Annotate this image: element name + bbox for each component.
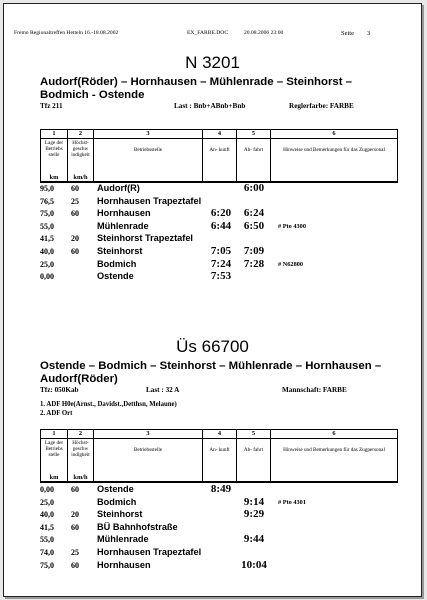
position-km: 74,0: [40, 548, 54, 557]
station-name: Hornhausen: [97, 559, 151, 570]
col-departure-header: Ab- fahrt: [237, 139, 271, 183]
position-km: 41,5: [40, 522, 54, 532]
departure-time: 6:00: [243, 182, 265, 194]
station-name: Hornhausen Trapeztafel: [97, 195, 202, 206]
speed-kmh: 60: [71, 522, 79, 532]
train2-crew: Mannschaft: FARBE: [282, 386, 347, 394]
col-speed-header: Höchst- geschw indigkeit km/h: [68, 139, 94, 183]
col-arrival-header: An- kunft: [203, 439, 237, 483]
table-row: [40, 232, 400, 245]
train1-route: Audorf(Röder) – Hornhausen – Mühlenrade – Steinhorst – Bodmich - Ostende: [40, 76, 353, 101]
col-number-4: 4: [203, 130, 237, 139]
speed-kmh: 60: [71, 184, 79, 193]
position-km: 55,0: [40, 535, 54, 545]
table-row: [40, 546, 400, 559]
arrival-time: 7:24: [210, 257, 232, 270]
station-name: Mühlenrade: [97, 534, 149, 545]
col-number-1: 1: [41, 130, 68, 139]
remark: # Pto 4300: [278, 222, 306, 230]
col-notes-header: Hinweise und Bemerkungen für das Zugpersonal: [271, 439, 398, 483]
table-row: [40, 559, 400, 572]
train1-tfz: Tfz 211: [40, 102, 63, 110]
table-row: [40, 508, 400, 521]
departure-time: 10:04: [241, 558, 267, 571]
position-km: 76,5: [40, 196, 54, 206]
col-speed-header: Höchst- geschw indigkeit km/h: [68, 439, 94, 483]
train1-regler: Reglerfarbe: FARBE: [289, 102, 354, 110]
speed-kmh: 60: [71, 247, 79, 256]
departure-time: 7:28: [243, 257, 265, 270]
station-name: Audorf(R): [97, 183, 140, 193]
train1-last: Last : Bnb+ABnb+Bnb: [174, 102, 246, 110]
table-row: [40, 195, 400, 208]
departure-time: 9:14: [243, 495, 265, 508]
train2-route: Ostende – Bodmich – Steinhorst – Mühlenrade – Hornhausen – Audorf(Röder): [40, 360, 382, 385]
departure-time: 9:29: [243, 508, 265, 521]
station-name: Bodmich: [97, 496, 137, 507]
position-km: 75,0: [40, 209, 54, 219]
train2-tfz: Tfz: 050Kab: [40, 386, 79, 394]
position-km: 25,0: [40, 259, 54, 269]
station-name: Steinhorst: [97, 246, 143, 256]
train2-table-header: [40, 429, 398, 483]
col-departure-header: Ab- fahrt: [237, 439, 271, 483]
header-event: Fremo Regionaltreffen Hetteln 16.-18.08.2002: [14, 30, 119, 36]
station-name: Hornhausen: [97, 208, 151, 219]
speed-kmh: 20: [71, 510, 79, 520]
table-row: [40, 258, 400, 271]
table-row: [40, 245, 400, 258]
departure-time: 6:24: [243, 207, 265, 220]
train2-last: Last : 32 A: [146, 386, 180, 394]
position-km: 40,0: [40, 247, 54, 256]
position-km: 95,0: [40, 184, 54, 193]
station-name: Ostende: [97, 484, 134, 494]
departure-time: 6:50: [243, 219, 265, 232]
table-row: [40, 496, 400, 509]
col-number-3: 3: [94, 130, 203, 139]
position-km: 0,00: [40, 272, 54, 282]
station-name: Ostende: [97, 271, 134, 282]
col-station-header: Betriebsstelle: [94, 139, 203, 183]
speed-kmh: 25: [71, 196, 79, 206]
departure-time: 7:09: [243, 245, 265, 257]
table-row: [40, 220, 400, 233]
col-arrival-header: An- kunft: [203, 139, 237, 183]
header-date: 20.08.2006 23:00: [244, 30, 284, 36]
remark: # N62800: [278, 260, 304, 268]
col-number-5: 5: [237, 130, 271, 139]
station-name: Mühlenrade: [97, 220, 149, 231]
table-row: [40, 533, 400, 546]
col-number-6: 6: [271, 130, 398, 139]
speed-kmh: 25: [71, 548, 79, 557]
station-name: BÜ Bahnhofstraße: [97, 521, 178, 532]
table-row: [40, 182, 400, 195]
col-number-3: 3: [94, 430, 203, 439]
header-file: EX_FARBE.DOC: [187, 30, 229, 36]
table-row: [40, 483, 400, 496]
col-number-1: 1: [41, 430, 68, 439]
col-station-header: Betriebsstelle: [94, 439, 203, 483]
col-number-6: 6: [271, 430, 398, 439]
speed-kmh: 60: [71, 209, 79, 219]
position-km: 0,00: [40, 485, 54, 494]
position-km: 25,0: [40, 497, 54, 507]
header-page-label: Seite: [341, 30, 354, 37]
table-row: [40, 521, 400, 534]
departure-time: 9:44: [243, 533, 265, 546]
col-number-2: 2: [68, 430, 94, 439]
table-row: [40, 270, 400, 283]
speed-kmh: 60: [71, 485, 79, 494]
position-km: 55,0: [40, 221, 54, 231]
col-number-5: 5: [237, 430, 271, 439]
station-name: Steinhorst Trapeztafel: [97, 233, 193, 244]
col-number-4: 4: [203, 430, 237, 439]
speed-kmh: 20: [71, 234, 79, 244]
col-position-header: Lage der Betriebs stelle km: [41, 439, 68, 483]
train1-number: N 3201: [185, 53, 240, 72]
col-number-2: 2: [68, 130, 94, 139]
arrival-time: 7:05: [210, 245, 232, 257]
remark: # Pto 4301: [278, 498, 306, 506]
table-row: [40, 207, 400, 220]
header-page-number: 3: [367, 30, 371, 37]
arrival-time: 8:49: [210, 483, 232, 495]
document-page: [3, 3, 422, 597]
arrival-time: 6:44: [210, 219, 232, 232]
train2-number: Üs 66700: [176, 337, 249, 356]
position-km: 75,0: [40, 560, 54, 570]
station-name: Steinhorst: [97, 509, 143, 520]
arrival-time: 6:20: [210, 207, 232, 220]
train2-note-2: 2. ADF Ort: [40, 410, 73, 417]
station-name: Bodmich: [97, 258, 137, 269]
position-km: 41,5: [40, 234, 54, 244]
train2-notes: [40, 400, 177, 418]
train1-table-header: [40, 129, 398, 183]
position-km: 40,0: [40, 510, 54, 520]
train2-note-1: 1. ADF H0e(Arnst., Davidst.,Detthsn, Melaune): [40, 401, 177, 408]
station-name: Hornhausen Trapeztafel: [97, 547, 202, 557]
col-notes-header: Hinweise und Bemerkungen für das Zugpersonal: [271, 139, 398, 183]
arrival-time: 7:53: [210, 270, 232, 283]
speed-kmh: 60: [71, 560, 79, 570]
col-position-header: Lage der Betriebs stelle km: [41, 139, 68, 183]
